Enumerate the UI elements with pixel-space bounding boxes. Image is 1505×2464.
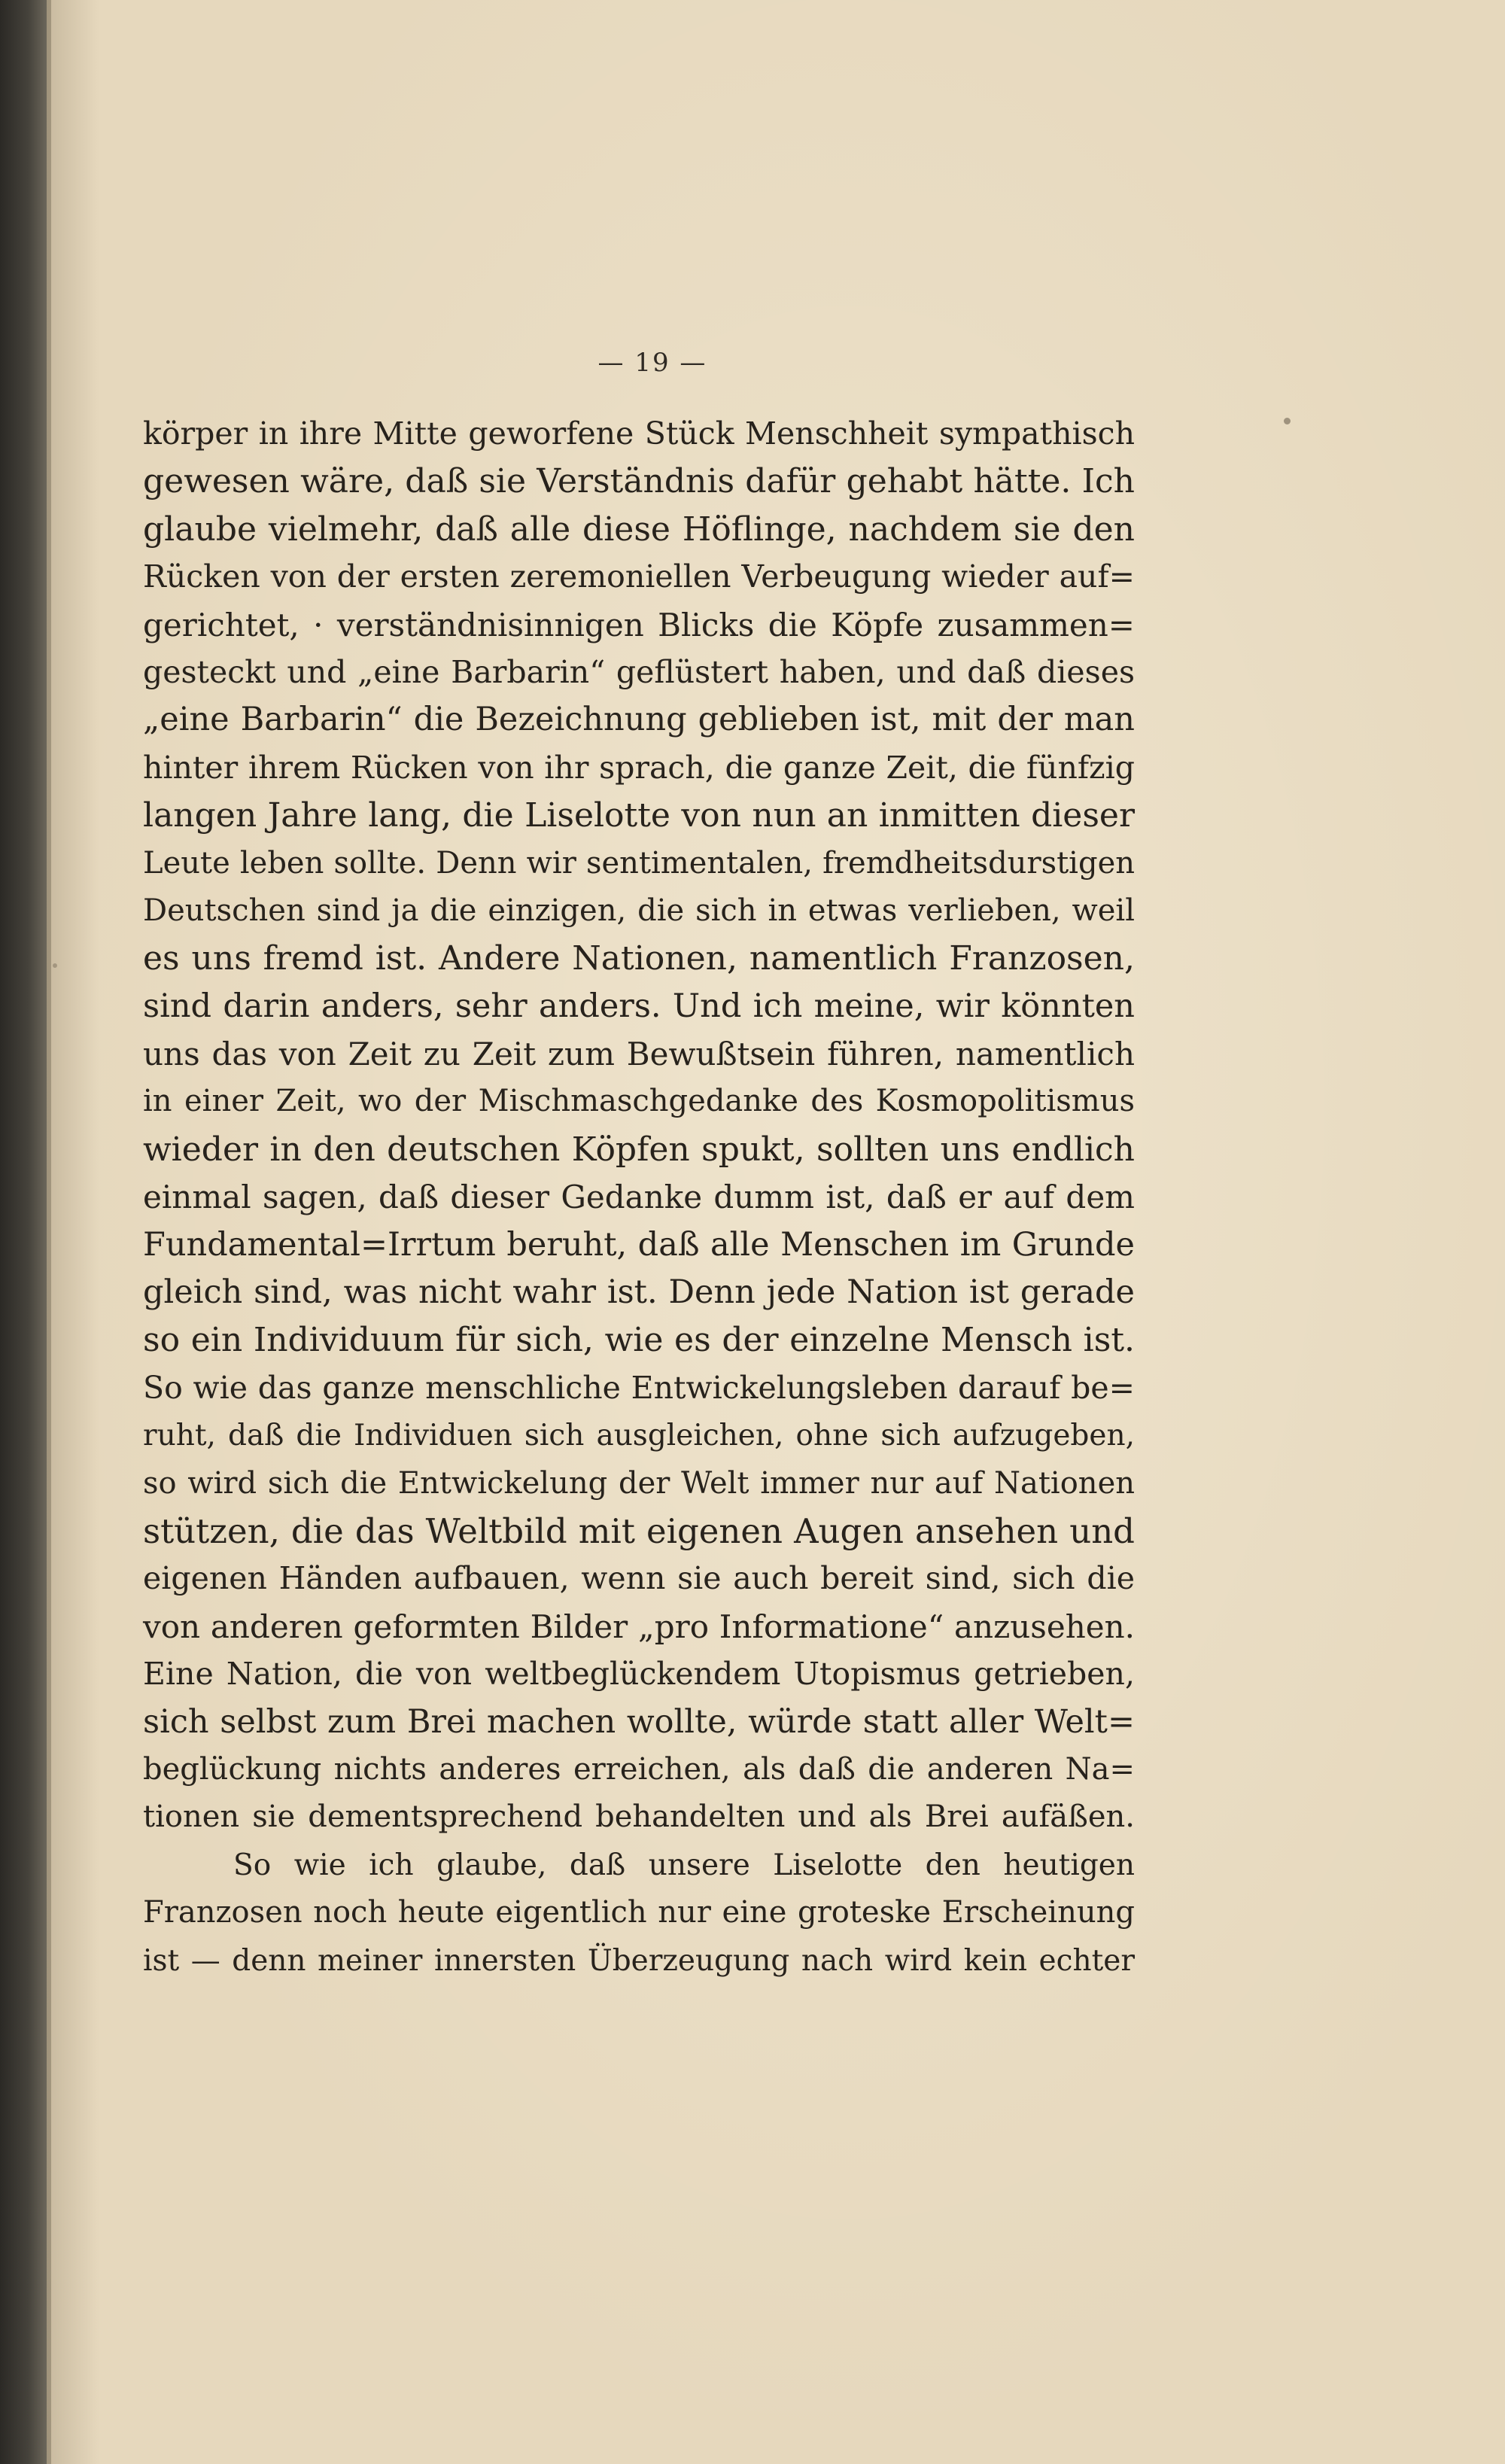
- text-line: So wie das ganze menschliche Entwickelungsleben darauf be=: [143, 1369, 1135, 1406]
- paper-stain: [1284, 418, 1291, 424]
- text-line: körper in ihre Mitte geworfene Stück Menschheit sympathisch: [143, 415, 1135, 452]
- text-line: einmal sagen, daß dieser Gedanke dumm ist, daß er auf dem: [143, 1179, 1135, 1216]
- text-line: es uns fremd ist. Andere Nationen, namentlich Franzosen,: [143, 939, 1135, 978]
- paper-stain: [53, 963, 57, 968]
- text-line: wieder in den deutschen Köpfen spukt, sollten uns endlich: [143, 1130, 1135, 1169]
- text-line: gleich sind, was nicht wahr ist. Denn jede Nation ist gerade: [143, 1273, 1135, 1312]
- text-line: in einer Zeit, wo der Mischmaschgedanke des Kosmopolitismus: [143, 1084, 1135, 1119]
- text-line: gerichtet, · verständnisinnigen Blicks die Köpfe zusammen=: [143, 606, 1135, 643]
- text-line: hinter ihrem Rücken von ihr sprach, die ganze Zeit, die fünfzig: [143, 749, 1135, 786]
- text-line: ist — denn meiner innersten Überzeugung nach wird kein echter: [143, 1943, 1135, 1978]
- text-line: Leute leben sollte. Denn wir sentimentalen, fremdheitsdurstigen: [143, 845, 1135, 881]
- text-line: eigenen Händen aufbauen, wenn sie auch bereit sind, sich die: [143, 1560, 1135, 1597]
- text-line: So wie ich glaube, daß unsere Liselotte den heutigen: [233, 1848, 1135, 1882]
- text-line: sich selbst zum Brei machen wollte, würde statt aller Welt=: [143, 1702, 1135, 1741]
- text-line: Fundamental=Irrtum beruht, daß alle Menschen im Grunde: [143, 1225, 1135, 1264]
- text-line: sind darin anders, sehr anders. Und ich meine, wir könnten: [143, 987, 1135, 1025]
- text-line: uns das von Zeit zu Zeit zum Bewußtsein führen, namentlich: [143, 1036, 1135, 1073]
- text-line: „eine Barbarin“ die Bezeichnung geblieben ist, mit der man: [143, 701, 1135, 739]
- text-line: glaube vielmehr, daß alle diese Höflinge, nachdem sie den: [143, 510, 1135, 549]
- text-line: tionen sie dementsprechend behandelten und als Brei aufäßen.: [143, 1799, 1135, 1835]
- text-line: von anderen geformten Bilder „pro Informatione“ anzusehen.: [143, 1608, 1135, 1645]
- text-line: gesteckt und „eine Barbarin“ geflüstert haben, und daß dieses: [143, 653, 1135, 690]
- body-text: [143, 410, 1135, 1985]
- page-number: — 19 —: [597, 348, 707, 378]
- text-line: Franzosen noch heute eigentlich nur eine groteske Erscheinung: [143, 1895, 1135, 1930]
- text-line: gewesen wäre, daß sie Verständnis dafür gehabt hätte. Ich: [143, 462, 1135, 501]
- text-line: stützen, die das Weltbild mit eigenen Augen ansehen und: [143, 1510, 1135, 1551]
- text-line: ruht, daß die Individuen sich ausgleichen, ohne sich aufzugeben,: [143, 1419, 1135, 1453]
- text-line: so ein Individuum für sich, wie es der einzelne Mensch ist.: [143, 1321, 1135, 1360]
- text-line: Deutschen sind ja die einzigen, die sich in etwas verlieben, weil: [143, 893, 1135, 928]
- text-line: langen Jahre lang, die Liselotte von nun an inmitten dieser: [143, 796, 1135, 835]
- text-line: Rücken von der ersten zeremoniellen Verbeugung wieder auf=: [143, 558, 1135, 595]
- text-line: beglückung nichts anderes erreichen, als daß die anderen Na=: [143, 1751, 1135, 1787]
- text-line: Eine Nation, die von weltbeglückendem Utopismus getrieben,: [143, 1656, 1135, 1693]
- text-line: so wird sich die Entwickelung der Welt immer nur auf Nationen: [143, 1465, 1135, 1501]
